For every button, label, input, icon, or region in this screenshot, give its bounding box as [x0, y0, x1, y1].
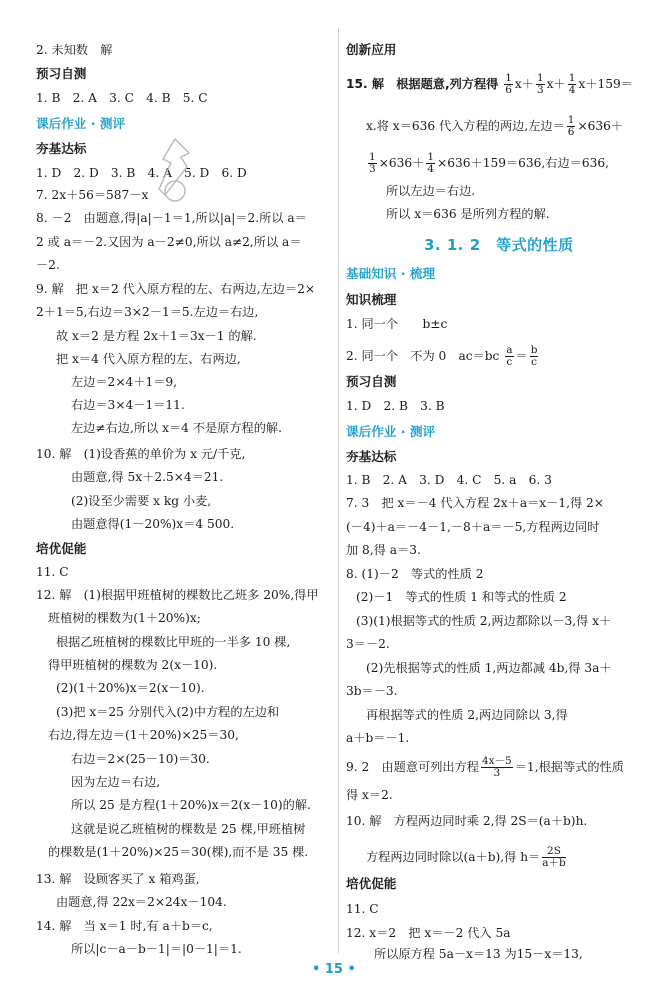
- left-line-35: 13. 解 设顾客买了 x 箱鸡蛋,: [36, 872, 200, 886]
- left-line-6: 7. 2x＋56＝587－x: [36, 188, 149, 202]
- left-line-12: 故 x＝2 是方程 2x＋1＝3x－1 的解.: [56, 329, 257, 343]
- left-line-14: 左边＝2×4＋1＝9,: [71, 375, 178, 389]
- q15-line1: 15. 解 根据题意,列方程得 $\frac{1}{6}$ x＋ $\frac{1}{3}$ x＋ $\frac{1}{4}$ x＋159＝: [346, 72, 633, 96]
- basic2-heading: 夯基达标: [346, 449, 397, 464]
- left-line-24: 班植树的棵数为(1＋20%)x;: [48, 611, 201, 625]
- q15-line2: x.将 x＝636 代入方程的两边,左边＝ $\frac{1}{6}$ ×636＋: [366, 114, 624, 138]
- column-divider: [338, 28, 339, 953]
- left-line-9: －2.: [36, 258, 60, 272]
- left-line-34: 的棵数是(1＋20%)×25＝30(棵),而不是 35 棵.: [48, 845, 309, 859]
- frac-10: $\frac{2S}{a+b}$: [542, 845, 566, 869]
- frac-1-3: $\frac{1}{3}$: [536, 72, 544, 96]
- h10b: 方程两边同时除以(a＋b),得 h＝ $\frac{2S}{a+b}$: [366, 845, 566, 869]
- h7a: 7. 3 把 x＝－4 代入方程 2x＋a＝x－1,得 2×: [346, 496, 604, 510]
- left-line-30: 右边＝2×(25－10)＝30.: [71, 752, 210, 766]
- left-line-5: 1. D 2. D 3. B 4. A 5. D 6. D: [36, 166, 247, 180]
- left-line-17: 10. 解 (1)设香蕉的单价为 x 元/千克,: [36, 447, 246, 461]
- left-line-10: 9. 解 把 x＝2 代入原方程的左、右两边,左边＝2×: [36, 282, 316, 296]
- h8d: 3＝－2.: [346, 637, 390, 651]
- subsection-title: 3. 1. 2 等式的性质: [424, 236, 574, 254]
- k1: 1. 同一个 b±c: [346, 317, 448, 331]
- left-line-8: 2 或 a＝－2.又因为 a－2≠0,所以 a≠2,所以 a＝: [36, 235, 302, 249]
- left-line-25: 根据乙班植树的棵数比甲班的一半多 10 棵,: [56, 635, 291, 649]
- left-line-22: 11. C: [36, 565, 69, 579]
- left-line-21: 培优促能: [36, 541, 87, 556]
- h8g: 再根据等式的性质 2,两边同除以 3,得: [366, 708, 568, 722]
- left-line-19: (2)设至少需要 x kg 小麦,: [71, 494, 212, 508]
- left-line-37: 14. 解 当 x＝1 时,有 a＋b＝c,: [36, 919, 213, 933]
- left-line-36: 由题意,得 22x＝2×24x－104.: [56, 895, 227, 909]
- left-line-32: 所以 25 是方程(1＋20%)x＝2(x－10)的解.: [71, 798, 311, 812]
- homework-heading: 课后作业 · 测评: [346, 424, 436, 439]
- k2: 2. 同一个 不为 0 ac＝bc $\frac{a}{c}$ ＝ $\frac{b}{c}$: [346, 344, 538, 368]
- page-number: • 15 •: [312, 962, 356, 977]
- p1: 1. D 2. B 3. B: [346, 399, 445, 413]
- left-line-7: 8. －2 由题意,得|a|－1＝1,所以|a|＝2.所以 a＝: [36, 211, 307, 225]
- left-line-0: 2. 未知数 解: [36, 43, 113, 57]
- section-innovation: 创新应用: [346, 42, 397, 57]
- h8h: a＋b＝－1.: [346, 731, 410, 745]
- stamp-mark: [145, 133, 205, 213]
- a12b: 所以原方程 5a－x＝13 为15－x＝13,: [374, 947, 583, 961]
- h8b: (2)－1 等式的性质 1 和等式的性质 2: [356, 590, 567, 604]
- h9a: 9. 2 由题意可列出方程 $\frac{4x-5}{3}$ ＝1,根据等式的性质: [346, 755, 624, 779]
- frac-9: $\frac{4x-5}{3}$: [481, 755, 512, 779]
- frac-1-4: $\frac{1}{4}$: [568, 72, 576, 96]
- h8c: (3)(1)根据等式的性质 2,两边都除以－3,得 x＋: [356, 614, 612, 628]
- frac-b-c: $\frac{b}{c}$: [530, 344, 538, 368]
- h10a: 10. 解 方程两边同时乘 2,得 2S＝(a＋b)h.: [346, 814, 588, 828]
- left-line-31: 因为左边＝右边,: [71, 775, 161, 789]
- left-line-38: 所以|c－a－b－1|＝|0－1|＝1.: [71, 942, 242, 956]
- left-line-3: 课后作业 · 测评: [36, 116, 126, 131]
- advance-heading: 培优促能: [346, 876, 397, 891]
- h1: 1. B 2. A 3. D 4. C 5. a 6. 3: [346, 473, 552, 487]
- left-line-27: (2)(1＋20%)x＝2(x－10).: [56, 681, 205, 695]
- left-line-28: (3)把 x＝25 分别代入(2)中方程的左边和: [56, 705, 280, 719]
- basic-knowledge-heading: 基础知识 · 梳理: [346, 266, 436, 281]
- q15-line4: 所以左边＝右边.: [386, 184, 476, 198]
- left-line-33: 这就是说乙班植树的棵数是 25 棵,甲班植树: [71, 822, 306, 836]
- left-line-2: 1. B 2. A 3. C 4. B 5. C: [36, 91, 208, 105]
- h7c: 加 8,得 a＝3.: [346, 543, 421, 557]
- left-line-26: 得甲班植树的棵数为 2(x－10).: [48, 658, 218, 672]
- left-line-18: 由题意,得 5x＋2.5×4＝21.: [71, 470, 224, 484]
- frac-1-6: $\frac{1}{6}$: [505, 72, 512, 96]
- left-line-15: 右边＝3×4－1＝11.: [71, 398, 185, 412]
- left-line-23: 12. 解 (1)根据甲班植树的棵数比乙班多 20%,得甲: [36, 588, 319, 602]
- frac-a-c: $\frac{a}{c}$: [506, 344, 513, 368]
- preview-heading: 预习自测: [346, 374, 397, 389]
- q15-line5: 所以 x＝636 是所列方程的解.: [386, 207, 550, 221]
- a11: 11. C: [346, 902, 379, 916]
- h8a: 8. (1)－2 等式的性质 2: [346, 567, 484, 581]
- h7b: (－4)＋a＝－4－1,－8＋a＝－5,方程两边同时: [346, 520, 600, 534]
- h8e: (2)先根据等式的性质 1,两边都减 4b,得 3a＋: [366, 661, 612, 675]
- left-line-29: 右边,得左边＝(1＋20%)×25＝30,: [48, 728, 239, 742]
- left-line-4: 夯基达标: [36, 141, 87, 156]
- q15-line3: $\frac{1}{3}$ ×636＋ $\frac{1}{4}$ ×636＋159＝636,右边＝636,: [369, 151, 609, 175]
- knowledge-heading: 知识梳理: [346, 292, 397, 307]
- left-line-20: 由题意得(1－20%)x＝4 500.: [71, 517, 235, 531]
- h8f: 3b＝－3.: [346, 684, 398, 698]
- left-line-11: 2＋1＝5,右边＝3×2－1＝5.左边＝右边,: [36, 305, 259, 319]
- a12a: 12. x＝2 把 x＝－2 代入 5a: [346, 926, 511, 940]
- h9b: 得 x＝2.: [346, 788, 393, 802]
- left-line-13: 把 x＝4 代入原方程的左、右两边,: [56, 352, 241, 366]
- left-line-16: 左边≠右边,所以 x＝4 不是原方程的解.: [71, 421, 282, 435]
- left-line-1: 预习自测: [36, 66, 87, 81]
